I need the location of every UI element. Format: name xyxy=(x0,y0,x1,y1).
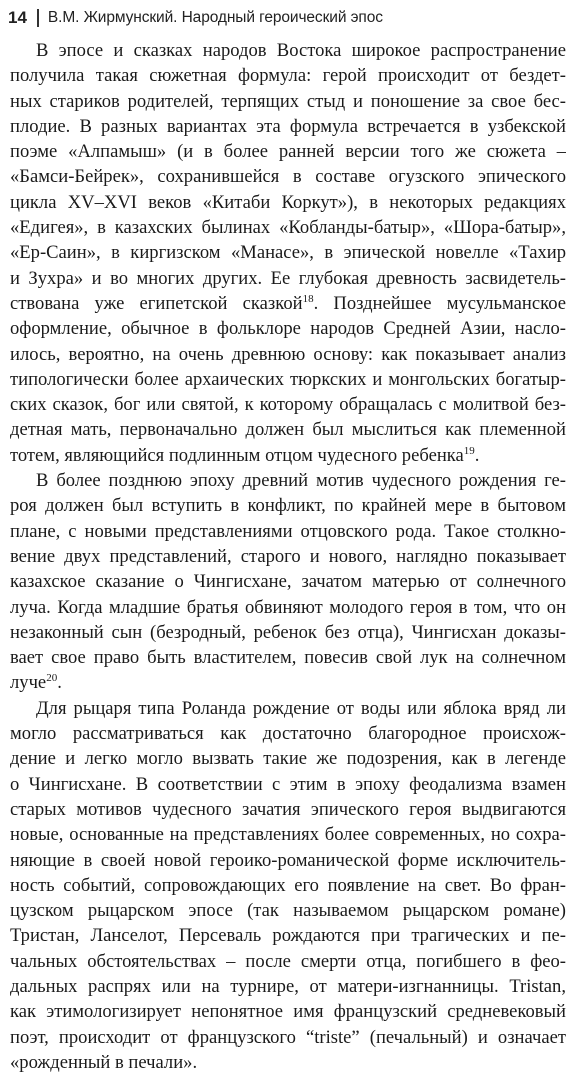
line-text: тотем, являющийся подлинным отцом чудесного ребенка xyxy=(10,444,464,466)
paragraph-2 xyxy=(10,468,566,696)
text-line: могло рассматриваться как достаточно благородное происхож- xyxy=(10,723,566,745)
text-line: «рожденный в печали». xyxy=(10,1051,198,1073)
page-number: 14 xyxy=(8,8,27,27)
text-line: новые, основанные на представлениях более современных, но сохра- xyxy=(10,824,566,846)
text-line: дение и легко могло вызвать такие же подозрения, как в легенде xyxy=(10,748,566,770)
text-line: дальных распрях или на турнире, от матери-изгнанницы. Tristan, xyxy=(10,975,566,997)
text-line xyxy=(10,291,566,316)
paragraph-1 xyxy=(10,38,566,468)
text-line: старых мотивов чудесного зачатия эпического героя выдвигаются xyxy=(10,798,566,820)
text-line: Для рыцаря типа Роланда рождение от воды или яблока вряд ли xyxy=(36,697,566,719)
text-line: как этимологизирует непонятное имя французский средневековый xyxy=(10,1001,566,1023)
text-line: луча. Когда младшие братья обвиняют молодого героя в том, что он xyxy=(10,596,566,618)
text-line: получила такая сюжетная формула: герой происходит от бездет- xyxy=(10,65,566,87)
body-text xyxy=(10,38,566,1075)
text-line: роя должен был вступить в конфликт, по крайней мере в бытовом xyxy=(10,495,566,517)
text-line: илось, вероятно, на очень древнюю основу: как показывает анализ xyxy=(10,343,566,365)
text-line: оформление, обычное в фольклоре народов Средней Азии, наслo- xyxy=(10,318,566,340)
text-line: ных стариков родителей, терпящих стыд и поношение за свое бес- xyxy=(10,90,566,112)
text-line xyxy=(10,670,566,695)
text-line: поэт, происходит от французского “triste” (печальный) и означает xyxy=(10,1026,566,1048)
running-header xyxy=(8,6,383,30)
text-line: и Зухра» и во многих других. Ее глубокая древность засвидетель- xyxy=(10,267,566,289)
line-text: . Позднейшее мусульманское xyxy=(313,292,566,314)
text-line: «Бамси-Бейрек», сохранившейся в составе огузского эпического xyxy=(10,166,566,188)
text-line: плодие. В разных вариантах эта формула встречается в узбекской xyxy=(10,115,566,137)
text-line: типологически более архаических тюркских и монгольских богатыр- xyxy=(10,368,566,390)
line-text: ствована уже египетской сказкой xyxy=(10,292,303,314)
text-line: плане, с новыми представлениями отцовского рода. Такое столкно- xyxy=(10,520,566,542)
line-text: луче xyxy=(10,672,47,694)
text-line: о Чингисхане. В соответствии с этим в эпоху феодализма взамен xyxy=(10,773,566,795)
text-line: цикла XV–XVI веков «Китаби Коркут»), в некоторых редакциях xyxy=(10,191,566,213)
running-title: В.М. Жирмунский. Народный героический эпос xyxy=(47,9,383,26)
text-line xyxy=(10,443,566,468)
text-line: В более позднюю эпоху древний мотив чудесного рождения ге- xyxy=(36,470,566,492)
text-line: «Едигея», в казахских былинах «Кобланды-батыр», «Шора-батыр», xyxy=(10,217,566,239)
text-line: ность событий, сопровождающих его появление на свет. Во фран- xyxy=(10,874,566,896)
text-line: чальных обстоятельствах – после смерти отца, погибшего в фео- xyxy=(10,950,566,972)
line-text: . xyxy=(57,672,62,694)
footnote-ref-20[interactable]: 20 xyxy=(46,672,58,685)
text-line: «Ер-Саин», в киргизском «Манасе», в эпической новелле «Тахир xyxy=(10,242,566,264)
text-line: В эпосе и сказках народов Востока широкое распространение xyxy=(36,40,566,61)
line-text: . xyxy=(474,444,480,466)
text-line: казахское сказание о Чингисхане, зачатом матерью от солнечного xyxy=(10,571,566,593)
text-line: ских сказок, бог или святой, к которому обращалась с молитвой без- xyxy=(10,394,566,416)
paragraph-3 xyxy=(10,696,566,1075)
text-line: незаконный сын (безродный, ребенок без отца), Чингисхан доказы- xyxy=(10,621,566,643)
text-line: детная мать, первоначально должен был мыслиться как племенной xyxy=(10,419,566,441)
text-line: вение двух представлений, старого и нового, наглядно показывает xyxy=(10,545,566,567)
text-line: вает свое право быть властителем, повесив свой лук на солнечном xyxy=(10,647,566,669)
text-line: поэме «Алпамыш» (и в более ранней версии того же сюжета – xyxy=(10,141,566,163)
text-line: Тристан, Ланселот, Персеваль рождаются при трагических и пе- xyxy=(10,925,566,947)
text-line: цузском рыцарском эпосе (так называемом рыцарском романе) xyxy=(10,900,566,922)
footnote-ref-18[interactable]: 18 xyxy=(302,292,314,305)
header-divider xyxy=(37,9,39,27)
footnote-ref-19[interactable]: 19 xyxy=(463,444,475,457)
text-line: няющие в своей новой героико-романической форме исключитель- xyxy=(10,849,566,871)
